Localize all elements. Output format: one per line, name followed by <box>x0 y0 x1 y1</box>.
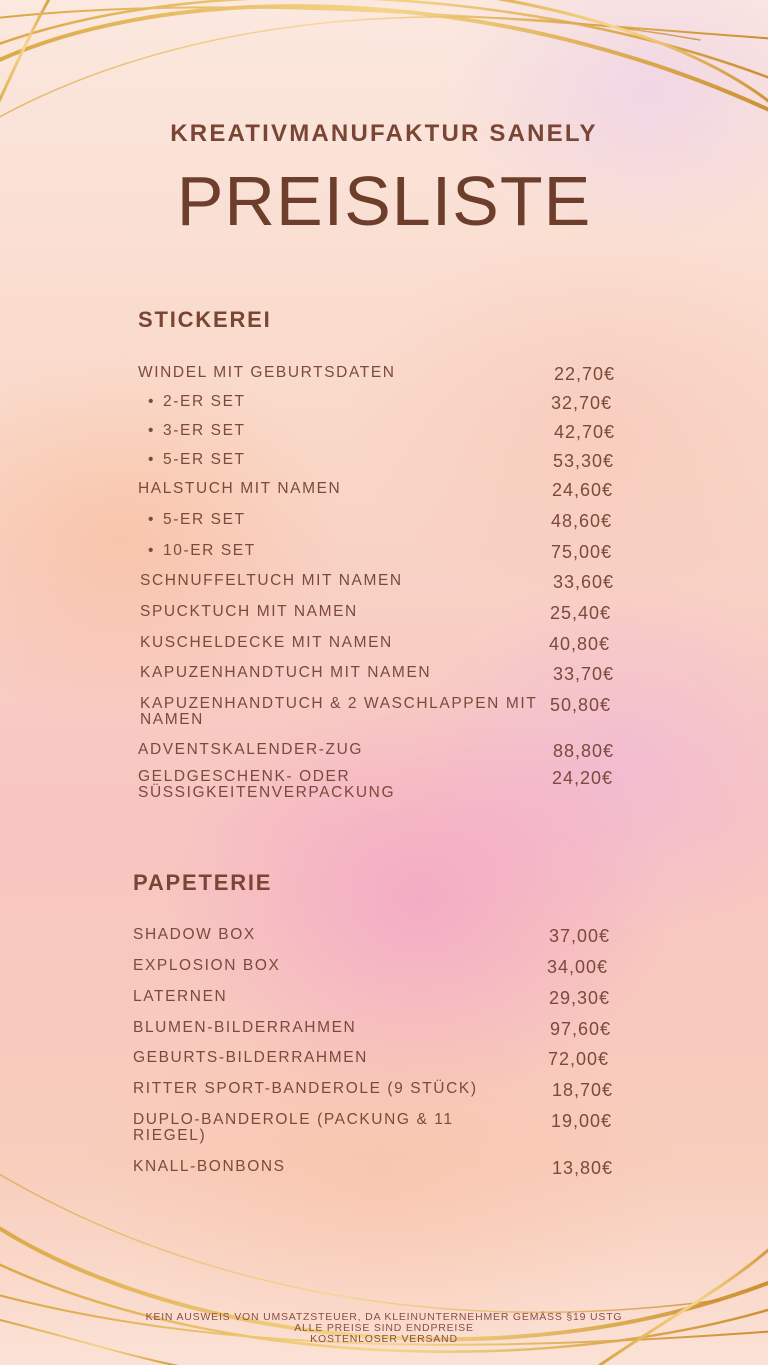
item-price: 22,70€ <box>554 364 616 384</box>
price-row <box>138 769 628 801</box>
item-price: 40,80€ <box>549 634 611 654</box>
item-price: 24,20€ <box>552 768 614 788</box>
price-row <box>140 572 630 592</box>
item-name: RITTER SPORT-BANDEROLE (9 STÜCK) <box>133 1080 478 1097</box>
item-price: 13,80€ <box>552 1158 614 1178</box>
price-row <box>133 1019 623 1039</box>
price-row <box>133 988 623 1008</box>
header <box>0 120 768 240</box>
item-name: KNALL-BONBONS <box>133 1158 286 1175</box>
item-name: SHADOW BOX <box>133 926 256 943</box>
item-name: GELDGESCHENK- ODER SÜSSIGKEITENVERPACKUNG <box>138 768 396 801</box>
price-row <box>140 603 630 623</box>
item-name: SCHNUFFELTUCH MIT NAMEN <box>140 572 403 589</box>
item-name: LATERNEN <box>133 988 228 1005</box>
item-price: 33,70€ <box>553 664 615 684</box>
item-price: 18,70€ <box>552 1080 614 1100</box>
price-row <box>138 422 628 442</box>
price-row <box>140 696 630 728</box>
item-name: • 5-ER SET <box>138 452 628 468</box>
item-price: 33,60€ <box>553 572 615 592</box>
item-price: 72,00€ <box>548 1049 610 1069</box>
price-row <box>133 926 623 946</box>
item-price: 19,00€ <box>551 1111 613 1131</box>
item-name: • 10-ER SET <box>138 543 628 559</box>
item-price: 34,00€ <box>547 957 609 977</box>
price-row <box>133 1112 623 1144</box>
item-price: 50,80€ <box>550 695 612 715</box>
item-price: 42,70€ <box>554 422 616 442</box>
section-title: PAPETERIE <box>133 870 273 895</box>
legal-footer <box>0 1312 768 1345</box>
item-name: DUPLO-BANDEROLE (PACKUNG & 11 RIEGEL) <box>133 1111 454 1144</box>
item-name: BLUMEN-BILDERRAHMEN <box>133 1019 357 1036</box>
price-row <box>133 957 623 977</box>
price-row <box>138 511 628 531</box>
item-name: ADVENTSKALENDER-ZUG <box>138 741 364 758</box>
price-row <box>138 451 628 471</box>
item-name: WINDEL MIT GEBURTSDATEN <box>138 364 396 381</box>
shipping-notice: KOSTENLOSER VERSAND <box>310 1333 458 1345</box>
item-price: 97,60€ <box>550 1019 612 1039</box>
price-row <box>138 364 628 384</box>
price-row <box>140 664 630 684</box>
item-price: 48,60€ <box>551 511 613 531</box>
item-price: 88,80€ <box>553 741 615 761</box>
price-row <box>138 542 628 562</box>
item-name: EXPLOSION BOX <box>133 957 281 974</box>
item-price: 24,60€ <box>552 480 614 500</box>
item-name: SPUCKTUCH MIT NAMEN <box>140 603 358 620</box>
item-price: 75,00€ <box>551 542 613 562</box>
item-price: 29,30€ <box>549 988 611 1008</box>
price-row <box>138 480 628 500</box>
price-row <box>138 393 628 413</box>
section-title: STICKEREI <box>138 307 272 332</box>
item-name: • 3-ER SET <box>138 423 628 439</box>
section-papeterie <box>133 870 633 1178</box>
item-name: KAPUZENHANDTUCH & 2 WASCHLAPPEN MIT NAMEN <box>140 695 538 728</box>
company-name: KREATIVMANUFAKTUR SANELY <box>170 120 598 147</box>
section-stickerei <box>138 307 638 801</box>
item-price: 25,40€ <box>550 603 612 623</box>
page-title: PREISLISTE <box>176 162 592 240</box>
price-row <box>140 634 630 654</box>
item-name: HALSTUCH MIT NAMEN <box>138 480 342 497</box>
item-name: KUSCHELDECKE MIT NAMEN <box>140 634 393 651</box>
item-name: • 5-ER SET <box>138 512 628 528</box>
item-name: • 2-ER SET <box>138 394 628 410</box>
item-name: GEBURTS-BILDERRAHMEN <box>133 1049 368 1066</box>
price-row <box>133 1080 623 1100</box>
price-row <box>138 741 628 761</box>
item-name: KAPUZENHANDTUCH MIT NAMEN <box>140 664 432 681</box>
tax-notice: KEIN AUSWEIS VON UMSATZSTEUER, DA KLEINUNTERNEHMER GEMÄSS §19 USTG <box>145 1311 623 1323</box>
price-notice: ALLE PREISE SIND ENDPREISE <box>294 1322 474 1334</box>
price-row <box>133 1158 623 1178</box>
item-price: 32,70€ <box>551 393 613 413</box>
price-row <box>133 1049 623 1069</box>
item-price: 37,00€ <box>549 926 611 946</box>
item-price: 53,30€ <box>553 451 615 471</box>
